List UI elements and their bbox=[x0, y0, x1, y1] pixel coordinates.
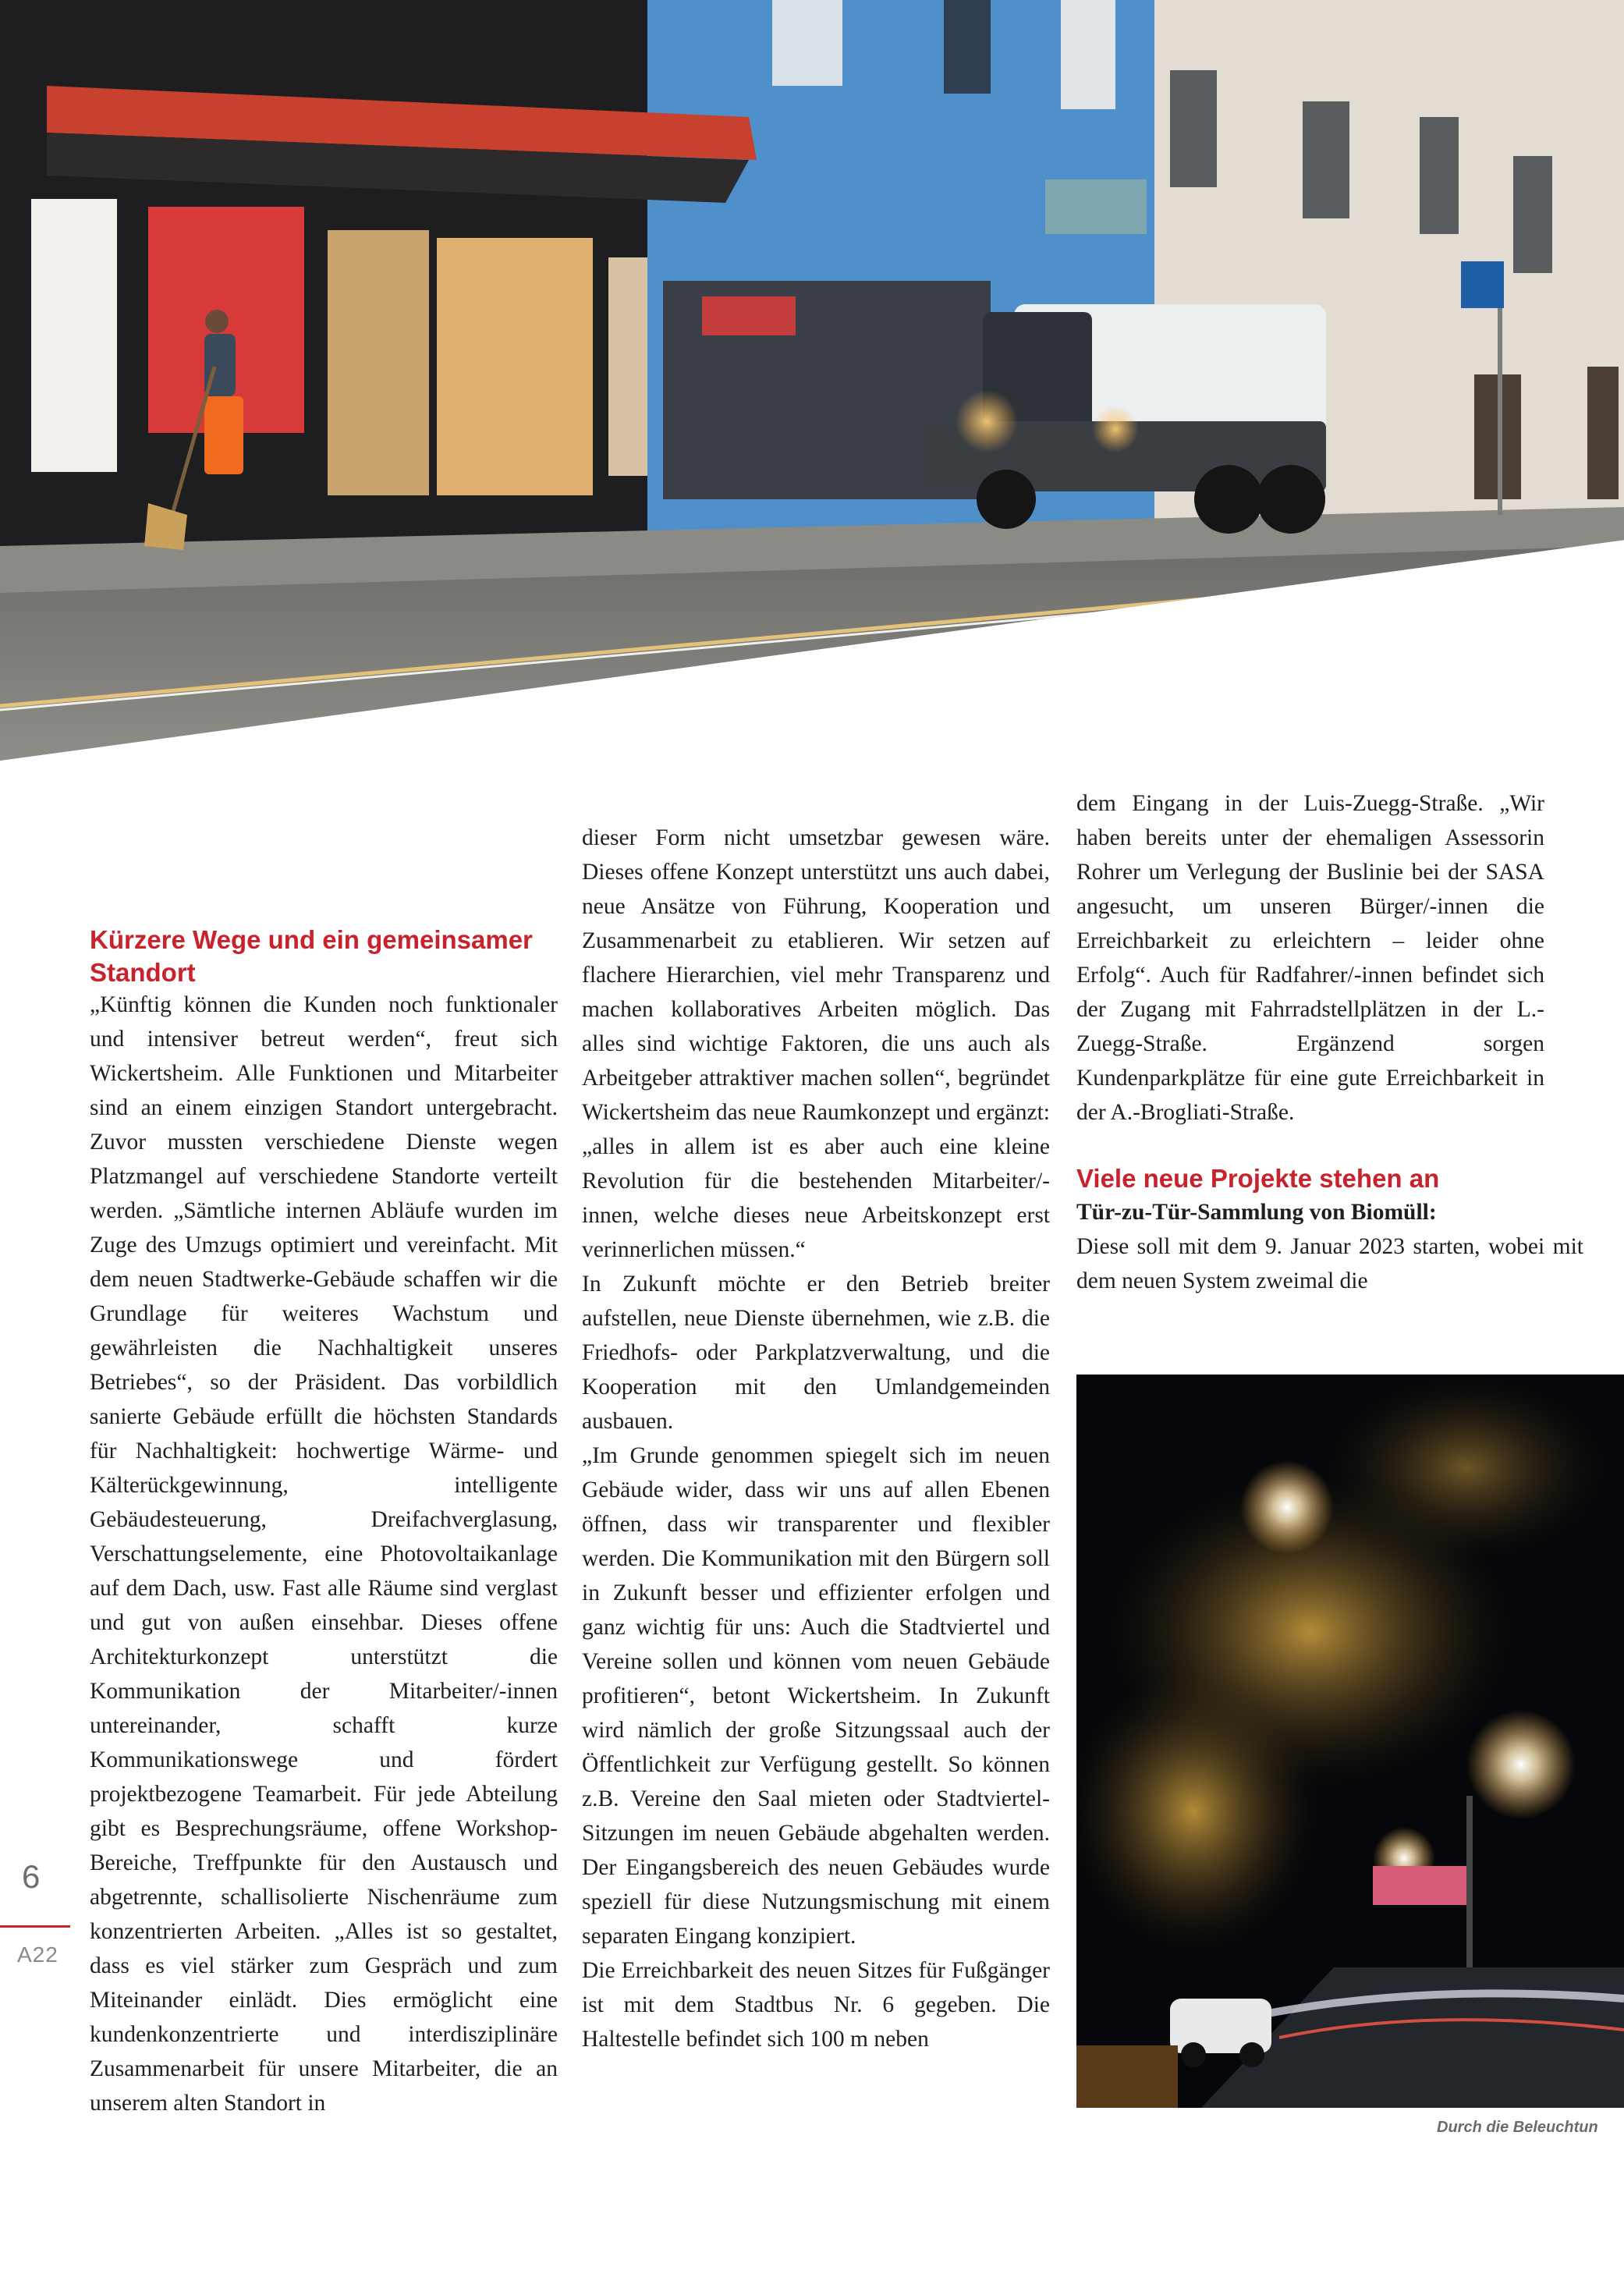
column-3-paragraph: Diese soll mit dem 9. Januar 2023 starten, wobei mit dem neuen System zweimal die bbox=[1076, 1234, 1583, 1293]
publication-label: A22 bbox=[17, 1942, 59, 1967]
column-3-projects bbox=[1076, 1162, 1583, 1298]
section-heading-shorter-routes: Kürzere Wege und ein gemeinsamer Standort bbox=[90, 925, 533, 987]
street-scene bbox=[0, 0, 1624, 761]
column-2 bbox=[582, 821, 1050, 2056]
column-1-text: „Künftig können die Kunden noch funktionaler und intensiver betreut werden“, freut sich Wickertsheim. Alle Funktionen und Mitarbeiter sind an einem einzigen Standort untergebracht. Zuvor mussten verschiedene Dienste wegen Platzmangel auf verschiedene Standorte verteilt werden. „Sämtliche internen Abläufe wurden im Zuge des Umzugs optimiert und vereinfacht. Mit dem neuen Stadtwerke-Gebäude schaffen wir die Grundlage für weiteres Wachstum und gewährleisten die Nachhaltigkeit unseres Betriebes“, so der Präsident. Das vorbildlich sanierte Gebäude erfüllt die höchsten Standards für Nachhaltigkeit: hochwertige Wärme- und Kälterückgewinnung, intelligente Gebäudesteuerung, Dreifachverglasung, Verschattungselemente, eine Photovoltaikanlage auf dem Dach, usw. Fast alle Räume sind verglast und gut von außen einsehbar. Dieses offene Architekturkonzept unterstützt die Kommunikation der Mitarbeiter/-innen untereinander, schafft kurze Kommunikationswege und fördert projektbezogene Teamarbeit. Für jede Abteilung gibt es Besprechungsräume, offene Workshop-Bereiche, Treffpunkte für den Austausch und abgetrennte, schallisolierte Nischenräume zum konzentrierten Arbeiten. „Alles ist so gestaltet, dass es viel stärker zum Gespräch und zum Miteinander einlädt. Dies ermöglicht eine kundenkonzentrierte und interdisziplinäre Zusammenarbeit für unsere Mitarbeiter, die an unserem alten Standort in bbox=[90, 992, 558, 2116]
photo-caption: Durch die Beleuchtun bbox=[1437, 2119, 1598, 2136]
column-2-paragraph: Die Erreichbarkeit des neuen Sitzes für Fußgänger ist mit dem Stadtbus Nr. 6 gegeben. Die Haltestelle befindet sich 100 m neben bbox=[582, 1958, 1050, 2052]
night-street-photo bbox=[1076, 1375, 1624, 2108]
column-2-paragraph: In Zukunft möchte er den Betrieb breiter aufstellen, neue Dienste übernehmen, wie z.B. die Friedhofs- oder Parkplatzverwaltung, und die Kooperation mit den Umlandgemeinden ausbauen. bbox=[582, 1272, 1050, 1434]
column-2-paragraph: dieser Form nicht umsetzbar gewesen wäre. Dieses offene Konzept unterstützt uns auch dabei, neue Ansätze von Führung, Kooperation und Zusammenarbeit zu etablieren. Wir setzen auf flachere Hierarchien, viel mehr Transparenz und machen kollaboratives Arbeiten möglich. Das alles sind wichtige Faktoren, die uns auch als Arbeitgeber attraktiver machen sollen“, begründet Wickertsheim das neue Raumkonzept und ergänzt: „alles in allem ist es aber auch eine kleine Revolution für die bestehenden Mitarbeiter/-innen, welche dieses neue Arbeitskonzept erst verinnerlichen müssen.“ bbox=[582, 825, 1050, 1262]
night-scene bbox=[1076, 1375, 1624, 2108]
column-2-paragraph: „Im Grunde genommen spiegelt sich im neuen Gebäude wider, dass wir uns auf allen Ebenen öffnen, dass wir transparenter und flexibler werden. Die Kommunikation mit den Bürgern soll in Zukunft besser und effizienter erfolgen und ganz wichtig für uns: Auch die Stadtviertel und Vereine sollen und können vom neuen Gebäude profitieren“, betont Wickertsheim. In Zukunft wird nämlich der große Sitzungssaal auch der Öffentlichkeit zur Verfügung gestellt. So können z.B. Vereine den Saal mieten oder Stadtviertel-Sitzungen im neuen Gebäude abgehalten werden. Der Eingangsbereich des neuen Gebäudes wurde speziell für diese Nutzungsmischung mit einem separaten Eingang konzipiert. bbox=[582, 1443, 1050, 1949]
page-divider bbox=[0, 1925, 70, 1928]
subheading-biowaste: Tür-zu-Tür-Sammlung von Biomüll: bbox=[1076, 1200, 1437, 1225]
hero-photo bbox=[0, 0, 1624, 761]
column-3-paragraph: dem Eingang in der Luis-Zuegg-Straße. „Wir haben bereits unter der ehemaligen Assessorin Rohrer um Verlegung der Buslinie bei der SASA angesucht, um unseren Bürger/-innen die Erreichbarkeit zu erleichtern – leider ohne Erfolg“. Auch für Radfahrer/-innen befindet sich der Zugang mit Fahrradstellplätzen in der L.-Zuegg-Straße. Ergänzend sorgen Kundenparkplätze für eine gute Erreichbarkeit in der A.-Brogliati-Straße. bbox=[1076, 791, 1544, 1125]
section-heading-new-projects: Viele neue Projekte stehen an bbox=[1076, 1164, 1440, 1193]
page-number: 6 bbox=[22, 1858, 41, 1895]
column-1 bbox=[90, 988, 558, 2120]
column-3 bbox=[1076, 786, 1544, 1130]
